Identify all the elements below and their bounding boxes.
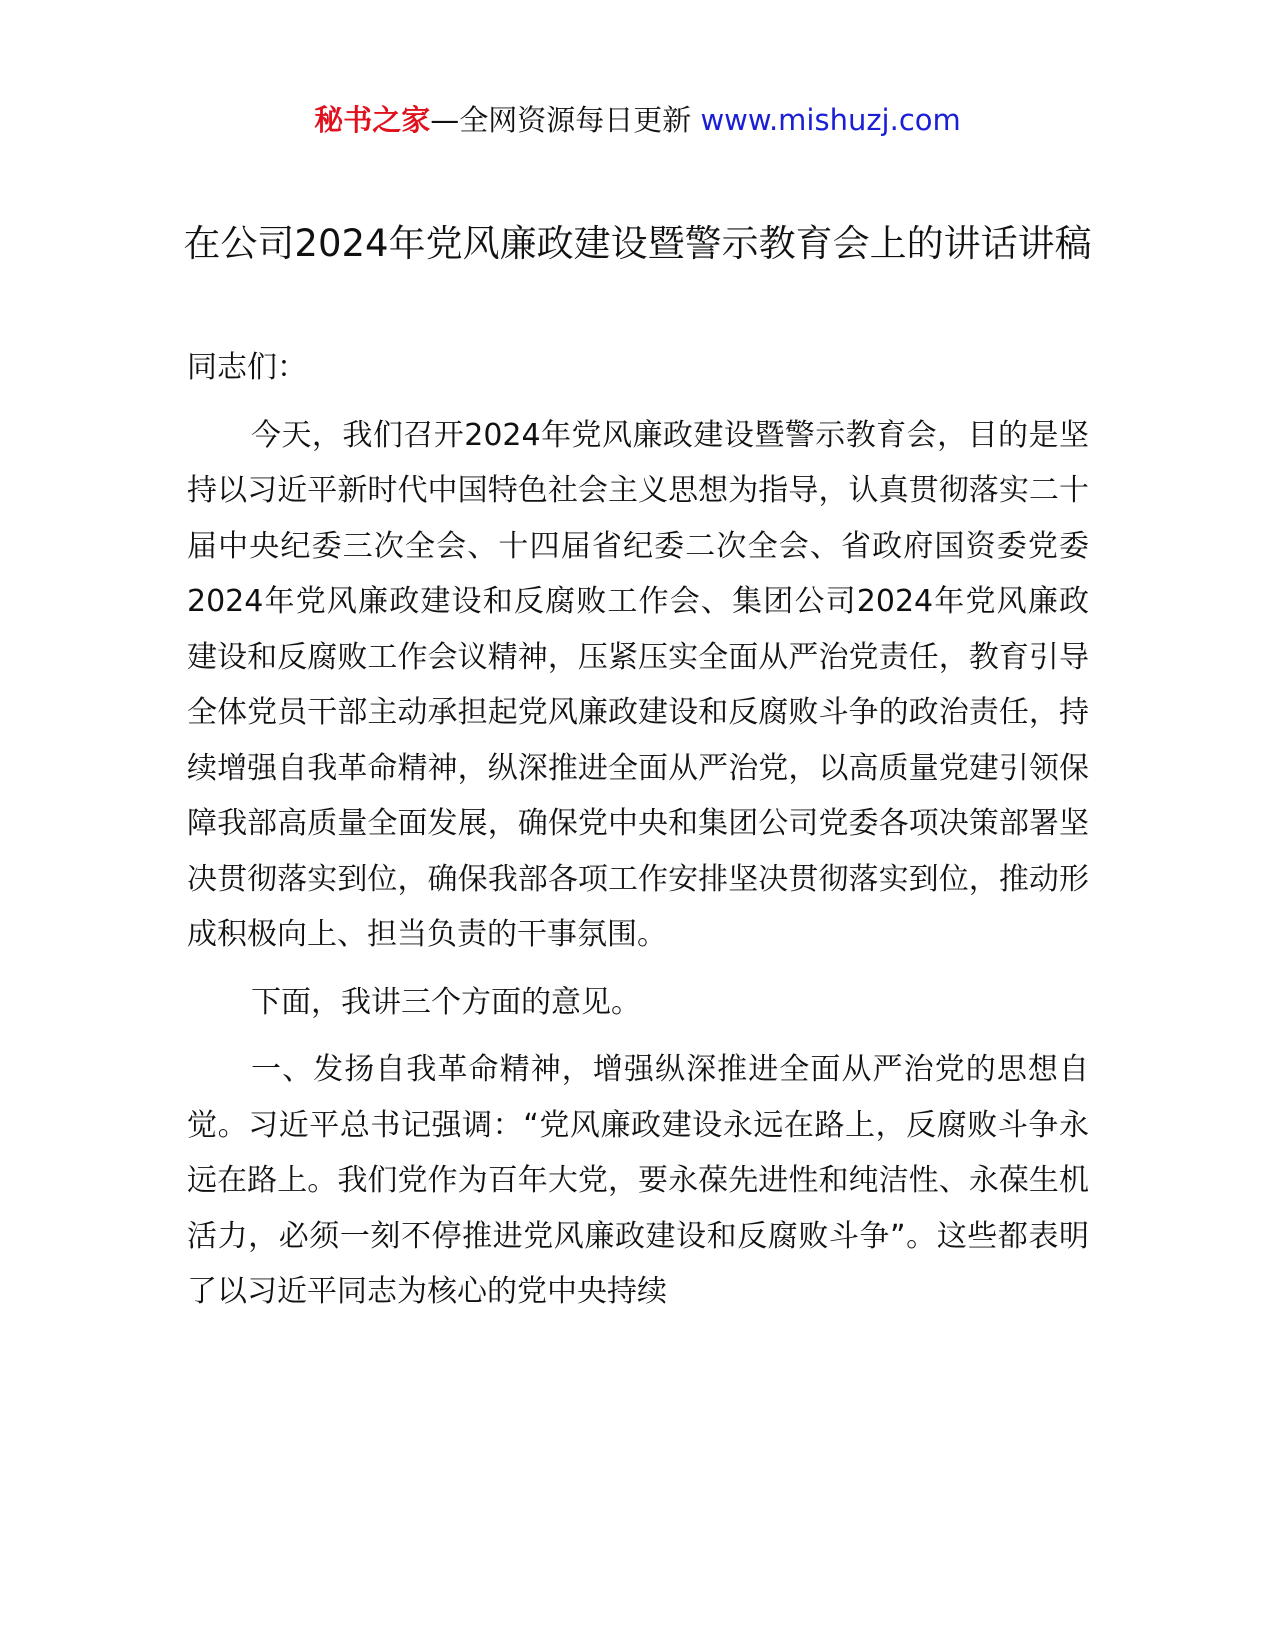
paragraph-intro: 今天，我们召开2024年党风廉政建设暨警示教育会，目的是坚持以习近平新时代中国特色社会主义思想为指导，认真贯彻落实二十届中央纪委三次全会、十四届省纪委二次全会、省政府国资委党委2024年党风廉政建设和反腐败工作会、集团公司2024年党风廉政建设和反腐败工作会议精神，压紧压实全面从严治党责任，教育引导全体党员干部主动承担起党风廉政建设和反腐败斗争的政治责任，持续增强自我革命精神，纵深推进全面从严治党，以高质量党建引领保障我部高质量全面发展，确保党中央和集团公司党委各项决策部署坚决贯彻落实到位，确保我部各项工作安排坚决贯彻落实到位，推动形成积极向上、担当负责的干事氛围。 [187,417,1089,952]
site-header [0,100,1275,140]
paragraph-section-one: 一、发扬自我革命精神，增强纵深推进全面从严治党的思想自觉。习近平总书记强调：“党风廉政建设永远在路上，反腐败斗争永远在路上。我们党作为百年大党，要永葆先进性和纯洁性、永葆生机活力，必须一刻不停推进党风廉政建设和反腐败斗争”。这些都表明了以习近平同志为核心的党中央持续 [187,1052,1089,1309]
header-tagline: —全网资源每日更新 [430,103,701,137]
salutation: 同志们： [187,350,307,385]
brand-name: 秘书之家 [314,103,431,137]
paragraph-outline: 下面，我讲三个方面的意见。 [251,984,641,1020]
document-body [187,340,1089,1332]
document-title: 在公司2024年党风廉政建设暨警示教育会上的讲话讲稿 [183,222,1092,265]
site-url-link[interactable]: www.mishuzj.com [700,103,961,137]
